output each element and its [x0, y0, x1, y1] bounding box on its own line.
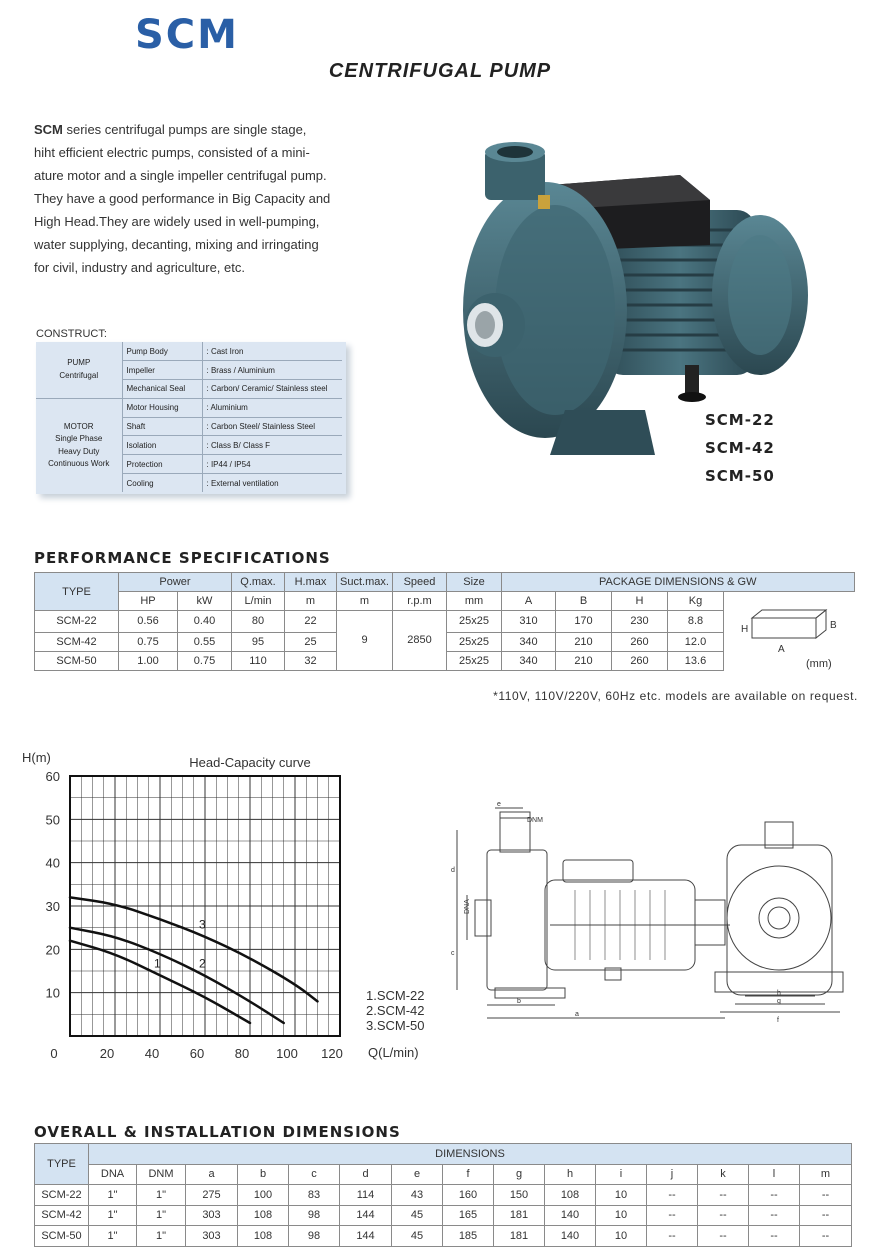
- row-type: SCM-50: [35, 1226, 89, 1247]
- intro-line: SCM series centrifugal pumps are single stage,: [34, 122, 307, 137]
- column-header: g: [494, 1164, 545, 1185]
- table-cell: 1": [137, 1205, 186, 1226]
- table-cell: 150: [494, 1185, 545, 1206]
- table-cell: 140: [545, 1205, 596, 1226]
- drawing-label-g: g: [777, 998, 781, 1005]
- intro-paragraph: [34, 118, 354, 279]
- table-cell: 303: [186, 1205, 238, 1226]
- construct-title: CONSTRUCT:: [36, 328, 107, 340]
- table-cell: 114: [340, 1185, 392, 1206]
- table-header-row: TYPE DIMENSIONS: [35, 1144, 852, 1165]
- dimension-drawing: [445, 800, 865, 1030]
- construct-group-motor: MOTOR Single Phase Heavy Duty Continuous Work: [36, 398, 122, 492]
- table-cell: 185: [443, 1226, 494, 1247]
- table-cell: --: [749, 1205, 800, 1226]
- table-cell: 1": [89, 1185, 137, 1206]
- x-tick-label: 20: [99, 1046, 115, 1061]
- construct-row: MOTOR Single Phase Heavy Duty Continuous Work Motor Housing : Aluminium: [36, 398, 342, 417]
- column-header: h: [545, 1164, 596, 1185]
- table-cell: --: [749, 1185, 800, 1206]
- performance-title: PERFORMANCE SPECIFICATIONS: [34, 549, 331, 567]
- legend-item: 3.SCM-50: [366, 1018, 425, 1033]
- column-header: d: [340, 1164, 392, 1185]
- intro-line: They have a good performance in Big Capacity and: [34, 191, 331, 206]
- drawing-label-f: f: [777, 1017, 779, 1024]
- table-header-row: HP kW L/min m m r.p.m mm A B H Kg H B A (mm): [35, 592, 855, 611]
- y-tick-label: 40: [45, 855, 60, 871]
- legend-item: 2.SCM-42: [366, 1003, 425, 1018]
- column-header: j: [647, 1164, 698, 1185]
- table-cell: --: [800, 1226, 852, 1247]
- table-cell: 100: [238, 1185, 289, 1206]
- table-cell: 108: [238, 1226, 289, 1247]
- x-axis-label: Q(L/min): [368, 1045, 419, 1060]
- overall-table: [34, 1143, 852, 1247]
- construct-row: PUMP Centrifugal Pump Body : Cast Iron: [36, 342, 342, 361]
- construct-row: Mechanical Seal : Carbon/ Ceramic/ Stainless steel: [36, 380, 342, 399]
- drawing-label-c: c: [451, 950, 455, 957]
- table-cell: 181: [494, 1226, 545, 1247]
- column-header: DNM: [137, 1164, 186, 1185]
- model-label: SCM-22: [705, 411, 775, 429]
- y-tick-label: 60: [45, 769, 60, 784]
- table-cell: 1": [137, 1185, 186, 1206]
- table-cell: 108: [238, 1205, 289, 1226]
- construct-group-pump: PUMP Centrifugal: [36, 342, 122, 398]
- x-tick-label: 120: [321, 1046, 343, 1061]
- drawing-label-dna: DNA: [464, 899, 471, 914]
- column-header: e: [392, 1164, 443, 1185]
- table-row: SCM-42 0.75 0.55 95 25 25x25 340 210 260 12.0: [35, 632, 855, 651]
- series-marker-label: 1: [154, 956, 161, 971]
- intro-line: ature motor and a single impeller centrifugal pump.: [34, 168, 327, 183]
- table-cell: 181: [494, 1205, 545, 1226]
- performance-table: [34, 572, 855, 671]
- x-tick-label: 60: [189, 1046, 205, 1061]
- head-capacity-chart: [0, 740, 445, 1070]
- construct-row: Impeller : Brass / Aluminium: [36, 361, 342, 380]
- table-cell: --: [647, 1226, 698, 1247]
- unit-label: (mm): [806, 658, 832, 670]
- table-cell: --: [698, 1226, 749, 1247]
- table-cell: 165: [443, 1205, 494, 1226]
- table-cell: 140: [545, 1226, 596, 1247]
- column-header: i: [596, 1164, 647, 1185]
- table-cell: 108: [545, 1185, 596, 1206]
- drawing-label-b: b: [517, 998, 521, 1005]
- page-title: CENTRIFUGAL PUMP: [328, 60, 552, 82]
- chart-labels: [46, 769, 343, 1061]
- table-cell: 144: [340, 1226, 392, 1247]
- table-cell: --: [749, 1226, 800, 1247]
- table-header-row: [35, 1164, 852, 1185]
- series-marker-label: 2: [199, 956, 206, 971]
- chart-title: Head-Capacity curve: [189, 755, 311, 770]
- table-cell: 1": [89, 1205, 137, 1226]
- intro-line: High Head.They are widely used in well-pumping,: [34, 214, 320, 229]
- brand-logo: SCM: [135, 12, 239, 58]
- series-marker-label: 3: [199, 917, 206, 932]
- intro-line: hiht efficient electric pumps, consisted of a mini-: [34, 145, 310, 160]
- table-cell: 275: [186, 1185, 238, 1206]
- table-row: [35, 1226, 852, 1247]
- table-cell: 144: [340, 1205, 392, 1226]
- y-tick-label: 20: [45, 942, 60, 958]
- table-cell: --: [647, 1185, 698, 1206]
- table-cell: 45: [392, 1205, 443, 1226]
- intro-bold: SCM: [34, 122, 63, 137]
- table-cell: 1": [137, 1226, 186, 1247]
- table-cell: 10: [596, 1226, 647, 1247]
- series-line: [70, 928, 284, 1023]
- construct-row: Shaft : Carbon Steel/ Stainless Steel: [36, 417, 342, 436]
- box-label-a: A: [778, 644, 785, 655]
- column-header: a: [186, 1164, 238, 1185]
- table-cell: 10: [596, 1185, 647, 1206]
- column-header: f: [443, 1164, 494, 1185]
- table-cell: --: [698, 1185, 749, 1206]
- table-header-row: TYPE Power Q.max. H.max Suct.max. Speed Size PACKAGE DIMENSIONS & GW: [35, 573, 855, 592]
- y-tick-label: 50: [45, 812, 60, 828]
- table-cell: 98: [289, 1226, 340, 1247]
- y-tick-label: 10: [45, 985, 60, 1001]
- table-row: SCM-50 1.00 0.75 110 32 25x25 340 210 260 13.6: [35, 651, 855, 670]
- intro-line: water supplying, decanting, mixing and irringating: [34, 237, 319, 252]
- table-cell: --: [647, 1205, 698, 1226]
- package-box-icon: [724, 592, 854, 670]
- model-label: SCM-42: [705, 439, 775, 457]
- overall-title: OVERALL & INSTALLATION DIMENSIONS: [34, 1123, 401, 1141]
- column-header: m: [800, 1164, 852, 1185]
- x-tick-label: 0: [50, 1046, 58, 1061]
- table-cell: 160: [443, 1185, 494, 1206]
- box-label-h: H: [741, 624, 749, 635]
- drawing-label-dnm: DNM: [527, 817, 543, 824]
- drawing-label-e: e: [497, 801, 501, 808]
- construct-row: Protection : IP44 / IP54: [36, 455, 342, 474]
- column-header: k: [698, 1164, 749, 1185]
- table-row: SCM-22 0.56 0.40 80 22 9 2850 25x25 310 170 230 8.8: [35, 611, 855, 633]
- x-tick-label: 100: [276, 1046, 298, 1061]
- legend-item: 1.SCM-22: [366, 988, 425, 1003]
- table-cell: --: [800, 1185, 852, 1206]
- box-label-b: B: [830, 620, 837, 631]
- table-cell: 303: [186, 1226, 238, 1247]
- drawing-label-h: h: [777, 990, 781, 997]
- table-cell: --: [698, 1205, 749, 1226]
- model-label: SCM-50: [705, 467, 775, 485]
- row-type: SCM-22: [35, 1185, 89, 1206]
- package-box-cell: [724, 592, 855, 671]
- column-header: l: [749, 1164, 800, 1185]
- construct-row: Isolation : Class B/ Class F: [36, 436, 342, 455]
- table-cell: 45: [392, 1226, 443, 1247]
- table-cell: 10: [596, 1205, 647, 1226]
- column-header: b: [238, 1164, 289, 1185]
- table-cell: 43: [392, 1185, 443, 1206]
- y-axis-label: H(m): [22, 750, 51, 765]
- x-tick-label: 80: [234, 1046, 250, 1061]
- column-header: DNA: [89, 1164, 137, 1185]
- column-header: c: [289, 1164, 340, 1185]
- drawing-label-a: a: [575, 1011, 579, 1018]
- construct-table: [36, 342, 346, 494]
- x-tick-label: 40: [144, 1046, 160, 1061]
- table-row: [35, 1205, 852, 1226]
- row-type: SCM-42: [35, 1205, 89, 1226]
- table-cell: 98: [289, 1205, 340, 1226]
- availability-note: *110V, 110V/220V, 60Hz etc. models are available on request.: [493, 689, 858, 703]
- construct-row: Cooling : External ventilation: [36, 474, 342, 493]
- drawing-label-d: d: [451, 867, 455, 874]
- table-row: [35, 1185, 852, 1206]
- y-tick-label: 30: [45, 899, 60, 914]
- table-cell: 83: [289, 1185, 340, 1206]
- intro-line: for civil, industry and agriculture, etc.: [34, 260, 245, 275]
- table-cell: 1": [89, 1226, 137, 1247]
- table-cell: --: [800, 1205, 852, 1226]
